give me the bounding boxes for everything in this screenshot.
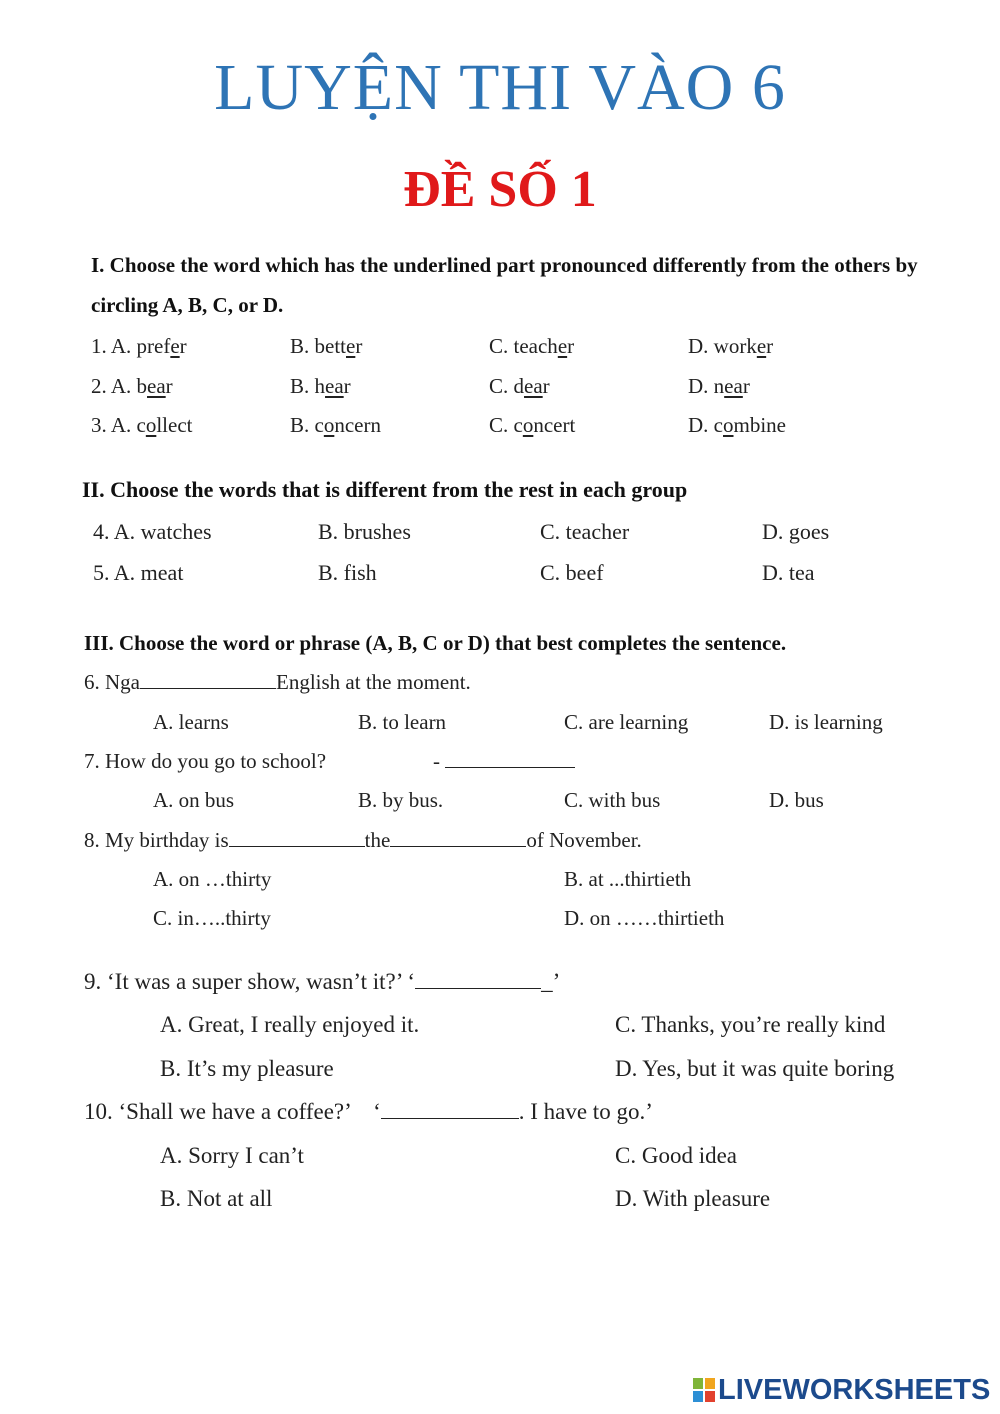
section2-heading: II. Choose the words that is different from the rest in each group xyxy=(82,477,688,502)
option-7a[interactable]: A. on bus xyxy=(153,788,235,812)
option-8c[interactable]: C. in…..thirty xyxy=(153,906,271,930)
question-10: 10. ‘Shall we have a coffee?’ ‘ . I have to go.’ xyxy=(84,1099,653,1124)
option-8b[interactable]: B. at ...thirtieth xyxy=(564,867,692,891)
option-6a[interactable]: A. learns xyxy=(153,710,229,734)
option-2c[interactable]: C. dear xyxy=(489,374,550,398)
page-title: LUYỆN THI VÀO 6 xyxy=(214,51,786,124)
option-10d[interactable]: D. With pleasure xyxy=(615,1186,771,1211)
option-4b[interactable]: B. brushes xyxy=(318,519,411,544)
answer-blank-8b[interactable] xyxy=(390,828,526,847)
section3-heading: III. Choose the word or phrase (A, B, C or D) that best completes the sentence. xyxy=(84,631,787,655)
option-1b[interactable]: B. better xyxy=(290,334,363,358)
option-5c[interactable]: C. beef xyxy=(540,560,604,585)
option-7c[interactable]: C. with bus xyxy=(564,788,661,812)
liveworksheets-logo-text: LIVEWORKSHEETS xyxy=(718,1373,991,1406)
question-9: 9. ‘It was a super show, wasn’t it?’ ‘ _’ xyxy=(84,969,561,994)
option-9c[interactable]: C. Thanks, you’re really kind xyxy=(615,1012,886,1037)
option-1d[interactable]: D. worker xyxy=(688,334,774,358)
option-4d[interactable]: D. goes xyxy=(762,519,830,544)
option-9b[interactable]: B. It’s my pleasure xyxy=(160,1056,334,1081)
option-3a[interactable]: 3. A. collect xyxy=(91,413,193,437)
liveworksheets-logo[interactable] xyxy=(692,1373,990,1407)
option-3c[interactable]: C. concert xyxy=(489,413,576,437)
option-1a[interactable]: 1. A. prefer xyxy=(91,334,187,358)
option-2a[interactable]: 2. A. bear xyxy=(91,374,173,398)
answer-blank-8a[interactable] xyxy=(229,828,365,847)
option-1c[interactable]: C. teacher xyxy=(489,334,575,358)
answer-blank-7[interactable] xyxy=(445,749,575,768)
option-6b[interactable]: B. to learn xyxy=(358,710,447,734)
option-5a[interactable]: 5. A. meat xyxy=(93,560,184,585)
option-7d[interactable]: D. bus xyxy=(769,788,824,812)
question-7-answer: - xyxy=(433,749,575,774)
question-8: 8. My birthday is the of November. xyxy=(84,828,642,852)
question-6: 6. Nga English at the moment. xyxy=(84,670,471,694)
answer-blank-9[interactable] xyxy=(415,970,541,989)
option-3b[interactable]: B. concern xyxy=(290,413,381,437)
section1-heading-line2: circling A, B, C, or D. xyxy=(91,293,284,317)
option-10b[interactable]: B. Not at all xyxy=(160,1186,273,1211)
option-3d[interactable]: D. combine xyxy=(688,413,786,437)
option-6d[interactable]: D. is learning xyxy=(769,710,883,734)
test-number-title: ĐỀ SỐ 1 xyxy=(403,161,597,218)
option-6c[interactable]: C. are learning xyxy=(564,710,689,734)
option-2d[interactable]: D. near xyxy=(688,374,750,398)
option-8d[interactable]: D. on ……thirtieth xyxy=(564,906,725,930)
option-5d[interactable]: D. tea xyxy=(762,560,815,585)
question-7: 7. How do you go to school? xyxy=(84,749,327,773)
option-8a[interactable]: A. on …thirty xyxy=(153,867,272,891)
option-4a[interactable]: 4. A. watches xyxy=(93,519,212,544)
liveworksheets-logo-icon xyxy=(692,1377,716,1403)
option-2b[interactable]: B. hear xyxy=(290,374,351,398)
answer-blank-6[interactable] xyxy=(140,670,276,689)
option-10a[interactable]: A. Sorry I can’t xyxy=(160,1143,304,1168)
answer-blank-10[interactable] xyxy=(381,1100,519,1119)
section1-heading-line1: I. Choose the word which has the underlined part pronounced differently from the others by xyxy=(91,253,918,277)
option-5b[interactable]: B. fish xyxy=(318,560,377,585)
option-9d[interactable]: D. Yes, but it was quite boring xyxy=(615,1056,895,1081)
option-7b[interactable]: B. by bus. xyxy=(358,788,444,812)
option-9a[interactable]: A. Great, I really enjoyed it. xyxy=(160,1012,420,1037)
option-4c[interactable]: C. teacher xyxy=(540,519,630,544)
option-10c[interactable]: C. Good idea xyxy=(615,1143,738,1168)
